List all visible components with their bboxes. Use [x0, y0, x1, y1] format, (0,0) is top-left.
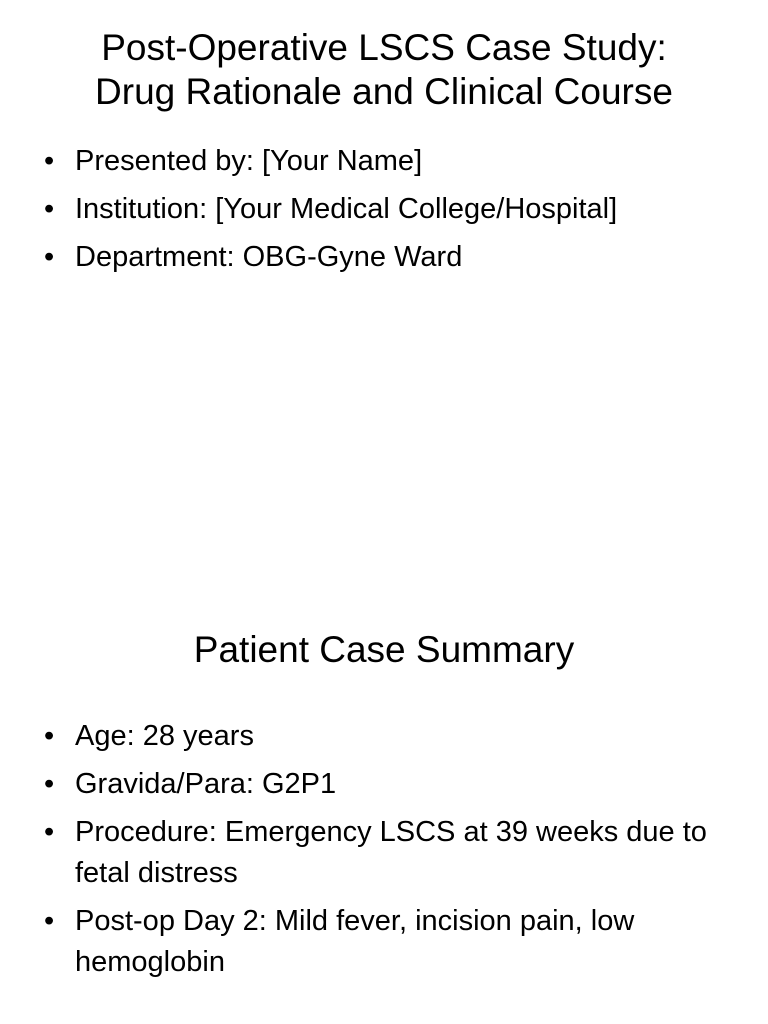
bullet-icon: •: [44, 145, 55, 177]
gravida-para-text: Gravida/Para: G2P1: [75, 768, 337, 800]
list-item: [44, 141, 728, 182]
list-item: [44, 189, 728, 230]
procedure-text: Procedure: Emergency LSCS at 39 weeks due to fetal distress: [75, 816, 707, 889]
bullet-icon: •: [44, 768, 55, 800]
list-item: [44, 901, 728, 983]
title-line-1: Post-Operative LSCS Case Study:: [101, 27, 667, 68]
bullet-icon: •: [44, 193, 55, 225]
patient-summary-heading: Patient Case Summary: [193, 629, 575, 670]
list-item: [44, 237, 728, 278]
slide-title-heading: [20, 26, 748, 114]
title-line-2: Drug Rationale and Clinical Course: [95, 71, 673, 112]
bullet-icon: •: [44, 720, 55, 752]
list-item: [44, 812, 728, 894]
bullet-icon: •: [44, 816, 55, 848]
department-text: Department: OBG-Gyne Ward: [75, 241, 463, 273]
post-op-text: Post-op Day 2: Mild fever, incision pain, low hemoglobin: [75, 905, 635, 978]
presenter-info-list: [44, 141, 728, 285]
slide-patient-summary: [0, 512, 768, 1024]
presenter-text: Presented by: [Your Name]: [75, 145, 423, 177]
age-text: Age: 28 years: [75, 720, 254, 752]
list-item: [44, 764, 728, 805]
list-item: [44, 716, 728, 757]
patient-summary-list: [44, 716, 728, 990]
bullet-icon: •: [44, 241, 55, 273]
institution-text: Institution: [Your Medical College/Hospital]: [75, 193, 618, 225]
bullet-icon: •: [44, 905, 55, 937]
